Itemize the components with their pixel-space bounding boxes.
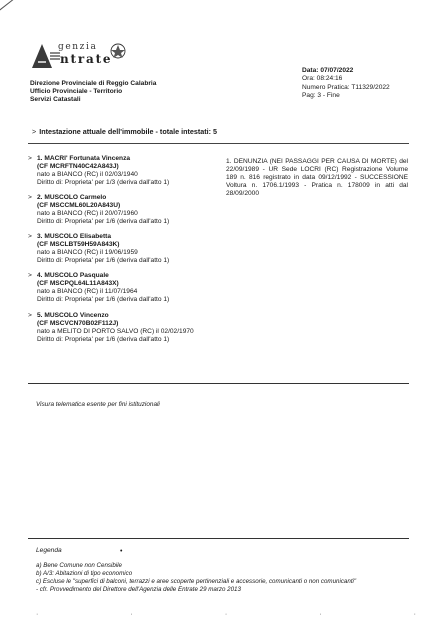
legend-item: a) Bene Comune non Censibile [36,562,122,569]
meta-date: Data: 07/07/2022 [302,67,354,74]
chevron-right-icon: > [32,127,37,136]
scan-dot: • [120,548,123,555]
chevron-right-icon: > [28,155,32,162]
owner-name: 4. MUSCOLO Pasquale [37,272,109,280]
meta-page: Pag: 3 - Fine [302,91,340,99]
section-title [32,128,217,137]
owner-tax-code: (CF MSCCML60L20A843U) [37,202,121,210]
section-divider [28,143,409,144]
owner-item [28,233,218,265]
section-title-text: Intestazione attuale dell'immobile - totale intestati: 5 [39,127,218,136]
logo-word-entrate: ntrate [60,52,113,66]
scan-dot: · [413,611,416,618]
legend-divider [28,538,409,539]
page-corner-line [0,0,26,15]
owners-list [28,155,218,351]
owner-tax-code: (CF MSCPQL64L11A843X) [37,280,119,288]
owner-birth: nato a BIANCO (RC) il 02/03/1940 [37,171,138,179]
owner-birth: nato a BIANCO (RC) il 11/07/1964 [37,288,138,296]
owner-right: Diritto di: Proprieta' per 1/6 (deriva dall'atto 1) [37,257,170,265]
legend-item: b) A/3: Abitazioni di tipo economico [36,569,133,577]
content-divider [28,383,409,384]
office-block [30,80,156,105]
legend-title: Legenda [36,547,62,554]
office-direzione: Direzione Provinciale di Reggio Calabria [30,80,157,87]
owner-name: 1. MACRI' Fortunata Vincenza [37,155,131,162]
owner-birth: nato a BIANCO (RC) il 20/07/1960 [37,210,138,218]
meta-practice-number: Numero Pratica: T11329/2022 [302,83,390,91]
owner-right: Diritto di: Proprieta' per 1/6 (deriva dall'atto 1) [37,296,170,304]
owner-birth: nato a BIANCO (RC) il 19/06/1959 [37,249,138,257]
office-servizi: Servizi Catastali [30,96,81,104]
owner-name: 3. MUSCOLO Elisabetta [37,233,112,241]
scan-dot: · [224,611,228,618]
legend-item: c) Escluse le "superfici di balconi, terrazzi e aree scoperte pertinenziali e accessorie, comunicanti o non comunicanti" [36,577,357,585]
office-ufficio: Ufficio Provinciale - Territorio [30,88,123,96]
owner-right: Diritto di: Proprieta' per 1/3 (deriva dall'atto 1) [37,179,170,187]
chevron-right-icon: > [28,272,32,280]
owner-item [28,272,218,304]
owner-tax-code: (CF MCRFTN40C42A843J) [37,163,119,171]
chevron-right-icon: > [28,311,32,319]
owner-birth: nato a MELITO DI PORTO SALVO (RC) il 02/02/1970 [37,327,194,335]
agenzia-entrate-logo [30,40,130,72]
visura-note: Visura telematica esente per fini istituzionali [36,401,160,408]
chevron-right-icon: > [28,233,32,241]
owner-right: Diritto di: Proprieta' per 1/6 (deriva dall'atto 1) [37,218,170,226]
legend-list [36,562,416,594]
owner-name: 5. MUSCOLO Vincenzo [37,311,109,319]
owner-tax-code: (CF MSCLBT59H59A843K) [37,241,120,249]
owner-right: Diritto di: Proprieta' per 1/6 (deriva dall'atto 1) [37,335,170,343]
owner-item [28,312,218,344]
scan-dot: · [36,611,39,618]
owner-item [28,155,218,187]
owner-tax-code: (CF MSCVCN70B02F112J) [37,319,119,327]
scan-dot: · [130,611,133,618]
document-meta [302,67,390,100]
owner-name: 2. MUSCOLO Carmelo [37,194,107,202]
meta-time: Ora: 08:24:16 [302,75,343,83]
legend-item: - cfr. Provvedimento del Direttore dell'Agenzia delle Entrate 29 marzo 2013 [36,585,241,593]
logo-word-agenzia: genzia [58,42,98,52]
scan-dot: · [319,611,322,618]
atto-description: 1. DENUNZIA (NEI PASSAGGI PER CAUSA DI MORTE) del 22/09/1989 - UR Sede LOCRI (RC) Registrazione Volume 189 n. 816 registrato in data 09/12/1992 - SUCCESSIONE Voltura n. 1706.1/1993 - Pratica n. 178009 in atti dal 28/09/2000 [226,158,408,198]
chevron-right-icon: > [28,194,32,202]
owner-item [28,194,218,226]
scan-dots [36,611,416,620]
